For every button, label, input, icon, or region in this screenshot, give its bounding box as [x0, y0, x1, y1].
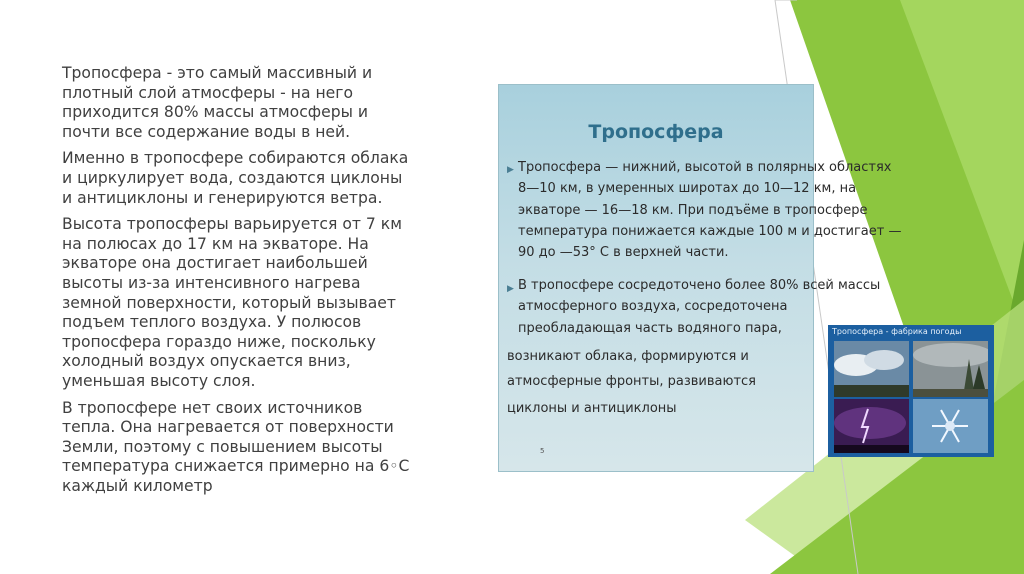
- text-line: приходится 80% массы атмосферы и: [62, 103, 369, 122]
- text-line: В тропосфере нет своих источников: [62, 398, 363, 417]
- text-line: температура снижается примерно на 6◦С: [62, 457, 410, 476]
- inset-line: 90 до —53° С в верхней части.: [518, 245, 729, 261]
- inset-line: циклоны и антициклоны: [507, 401, 677, 416]
- inset-line: экваторе — 16—18 км. При подъёме в тропосфере: [518, 202, 868, 218]
- inset-line: 8—10 км, в умеренных широтах до 10—12 км, на: [518, 181, 857, 197]
- text-line: Высота тропосферы варьируется от 7 км: [62, 215, 402, 234]
- text-line: Именно в тропосфере собираются облака: [62, 149, 409, 168]
- text-line: уменьшая высоту слоя.: [62, 371, 256, 390]
- triangle-bullet-icon: ▶: [507, 284, 514, 294]
- photo-collage: [828, 325, 994, 457]
- inset-line: атмосферные фронты, развиваются: [507, 374, 756, 389]
- inset-title: Тропосфера: [588, 121, 724, 143]
- text-line: и циркулирует вода, создаются циклоны: [62, 168, 403, 187]
- inset-line: возникают облака, формируются и: [507, 349, 749, 364]
- text-line: тепла. Она нагревается от поверхности: [62, 418, 394, 437]
- text-line: Земли, поэтому с повышением высоты: [62, 437, 383, 456]
- lightning-photo-icon: [834, 399, 909, 453]
- text-line: каждый километр: [62, 476, 213, 495]
- text-line: земной поверхности, который вызывает: [62, 293, 396, 312]
- text-line: тропосфера гораздо ниже, поскольку: [62, 332, 376, 351]
- storm-trees-photo-icon: [913, 341, 988, 397]
- inset-line: температура понижается каждые 100 м и достигает —: [518, 223, 902, 239]
- inset-page-number: 5: [540, 447, 545, 455]
- inset-bullet-1: [518, 157, 901, 263]
- photo-caption: Тропосфера - фабрика погоды: [832, 327, 962, 336]
- paragraph-1: [62, 64, 442, 142]
- text-line: высоты из-за интенсивного нагрева: [62, 273, 361, 292]
- inset-line: В тропосфере сосредоточено более 80% всей массы: [518, 278, 881, 293]
- snowflake-photo-icon: [913, 399, 988, 453]
- inset-bullet-2: [518, 275, 880, 339]
- embedded-slide-image: [498, 84, 962, 472]
- inset-line: преобладающая часть водяного пара,: [518, 320, 782, 336]
- text-line: и антициклоны и генерируются ветра.: [62, 188, 383, 207]
- inset-line: атмосферного воздуха, сосредоточена: [518, 299, 788, 315]
- text-line: подъем теплого воздуха. У полюсов: [62, 313, 362, 332]
- text-line: холодный воздух опускается вниз,: [62, 352, 351, 371]
- body-text: [62, 64, 442, 503]
- inset-line: Тропосфера — нижний, высотой в полярных областях: [518, 160, 892, 175]
- cloudy-sky-photo-icon: [834, 341, 909, 397]
- paragraph-4: [62, 399, 442, 497]
- text-line: плотный слой атмосферы - на него: [62, 83, 353, 102]
- triangle-bullet-icon: ▶: [507, 165, 514, 175]
- paragraph-3: [62, 215, 442, 391]
- text-line: экваторе она достигает наибольшей: [62, 254, 368, 273]
- text-line: Тропосфера - это самый массивный и: [62, 64, 373, 82]
- paragraph-2: [62, 149, 442, 208]
- text-line: на полюсах до 17 км на экваторе. На: [62, 234, 369, 253]
- text-line: почти все содержание воды в ней.: [62, 122, 351, 141]
